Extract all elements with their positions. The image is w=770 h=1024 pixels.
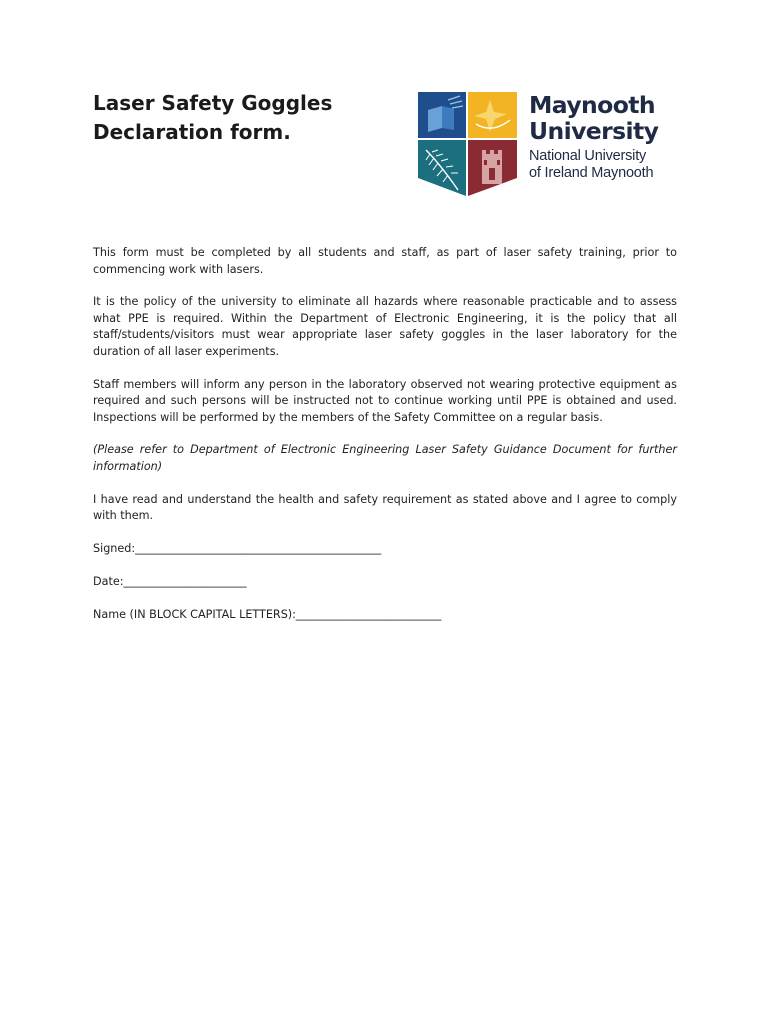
declaration-statement: I have read and understand the health and safety requirement as stated above and I agree to comply with them. <box>93 492 677 523</box>
inspection-paragraph: Staff members will inform any person in the laboratory observed not wearing protective equipment as required and such persons will be instructed not to continue working until PPE is obtained and used. Inspections will be performed by the members of the Safety Committee on a regular basis. <box>93 377 677 424</box>
university-wordmark <box>529 92 684 192</box>
signature-field[interactable]: Signed:____________________________________________ <box>93 541 382 555</box>
form-body <box>93 245 677 639</box>
date-field[interactable]: Date:______________________ <box>93 574 247 588</box>
document-title <box>93 89 393 147</box>
document-title-line-2: Declaration form. <box>93 120 291 144</box>
policy-paragraph: It is the policy of the university to eliminate all hazards where reasonable practicable and to assess what PPE is required. Within the Department of Electronic Engineering, it is the policy that all staff/students/visitors must wear appropriate laser safety goggles in the laser laboratory for the duration of all laser experiments. <box>93 295 677 358</box>
intro-paragraph: This form must be completed by all students and staff, as part of laser safety training, prior to commencing work with lasers. <box>93 246 677 276</box>
university-crest-icon <box>418 92 517 196</box>
university-subtitle-line-2: of Ireland Maynooth <box>529 165 654 181</box>
university-name-line-1: Maynooth <box>529 91 656 119</box>
university-name-line-2: University <box>529 117 659 145</box>
university-subtitle-line-1: National University <box>529 148 647 164</box>
university-logo <box>418 92 680 196</box>
name-field[interactable]: Name (IN BLOCK CAPITAL LETTERS):__________________________ <box>93 607 442 621</box>
crest-book-shape <box>428 106 442 132</box>
document-title-line-1: Laser Safety Goggles <box>93 91 333 115</box>
reference-note: (Please refer to Department of Electronic Engineering Laser Safety Guidance Document for further information) <box>93 443 677 473</box>
